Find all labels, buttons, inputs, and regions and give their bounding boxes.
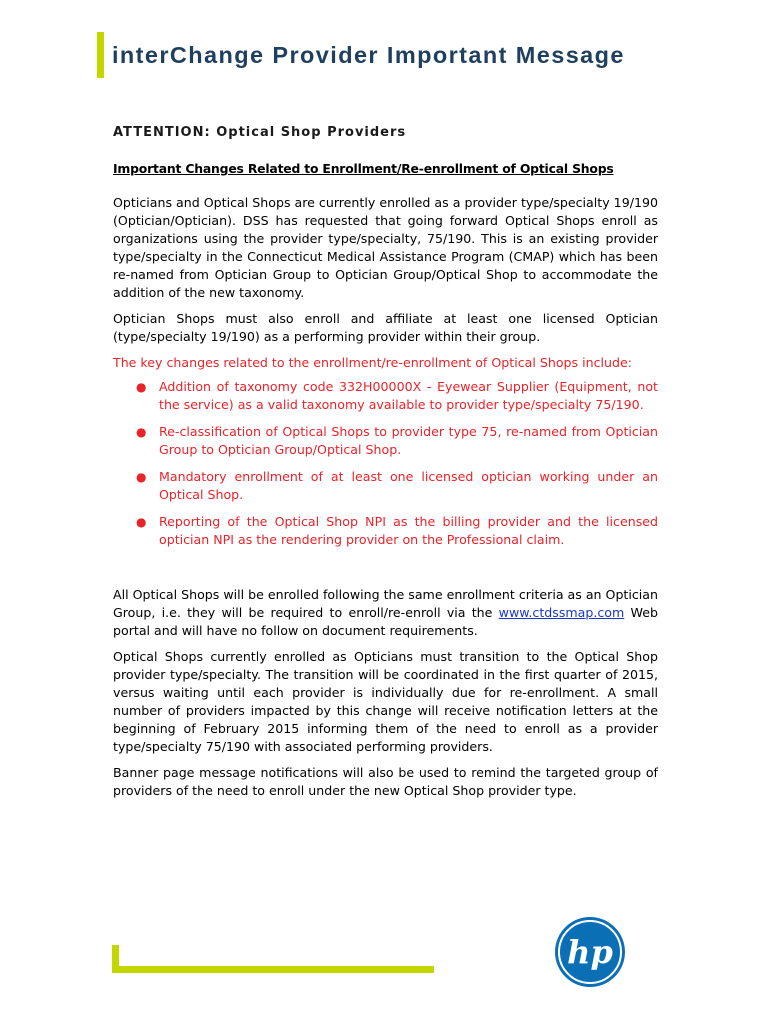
bullet-icon: ●	[136, 380, 147, 394]
key-changes-list	[113, 378, 658, 549]
section-subheading: Important Changes Related to Enrollment/Re-enrollment of Optical Shops	[113, 161, 614, 176]
list-item	[113, 468, 658, 504]
hp-logo-icon	[554, 916, 626, 988]
list-item-text: Re-classification of Optical Shops to provider type 75, re-named from Optician Group to Optician Group/Optical Shop.	[159, 424, 658, 457]
paragraph-banner-notifications: Banner page message notifications will also be used to remind the targeted group of providers of the need to enroll under the new Optical Shop provider type.	[113, 765, 658, 798]
list-item	[113, 423, 658, 459]
bullet-icon: ●	[136, 515, 147, 529]
list-item-text: Addition of taxonomy code 332H00000X - Eyewear Supplier (Equipment, not the service) as a valid taxonomy available to provider type/specialty 75/190.	[159, 379, 658, 412]
list-item	[113, 378, 658, 414]
page-title: interChange Provider Important Message	[112, 42, 625, 68]
bullet-icon: ●	[136, 425, 147, 439]
paragraph-opticians-enrollment: Opticians and Optical Shops are currently enrolled as a provider type/specialty 19/190 (Optician/Optician). DSS has requested that going forward Optical Shops enroll as organizations using the provider type/specialty, 75/190. This is an existing provider type/specialty in the Connecticut Medical Assistance Program (CMAP) which has been re-named from Optician Group to Optician Group/Optical Shop to accommodate the addition of the new taxonomy.	[113, 195, 658, 300]
hp-logo-text: hp	[567, 933, 613, 971]
bullet-icon: ●	[136, 470, 147, 484]
attention-heading: ATTENTION: Optical Shop Providers	[113, 125, 407, 140]
title-accent-bar	[97, 32, 104, 78]
list-item-text: Reporting of the Optical Shop NPI as the billing provider and the licensed optician NPI as the rendering provider on the Professional claim.	[159, 514, 658, 547]
paragraph-text: Web portal and will have no follow on document requirements.	[113, 605, 658, 638]
paragraph-transition: Optical Shops currently enrolled as Opticians must transition to the Optical Shop provider type/specialty. The transition will be coordinated in the first quarter of 2015, versus waiting until each provider is individually due for re-enrollment. A small number of providers impacted by this change will receive notification letters at the beginning of February 2015 informing them of the need to enroll as a provider type/specialty 75/190 with associated performing providers.	[113, 649, 658, 754]
footer-accent-horizontal	[112, 966, 434, 973]
paragraph-enrollment-criteria	[113, 586, 658, 640]
key-changes-intro: The key changes related to the enrollment/re-enrollment of Optical Shops include:	[113, 355, 632, 370]
list-item	[113, 513, 658, 549]
list-item-text: Mandatory enrollment of at least one licensed optician working under an Optical Shop.	[159, 469, 658, 502]
paragraph-affiliate-optician: Optician Shops must also enroll and affiliate at least one licensed Optician (type/specialty 19/190) as a performing provider within their group.	[113, 311, 658, 344]
paragraph-text: All Optical Shops will be enrolled following the same enrollment criteria as an Optician Group, i.e. they will be required to enroll/re-enroll via the	[113, 587, 658, 620]
document-body	[113, 124, 658, 808]
section-spacer	[113, 558, 658, 586]
ctdssmap-link[interactable]: www.ctdssmap.com	[498, 605, 625, 620]
